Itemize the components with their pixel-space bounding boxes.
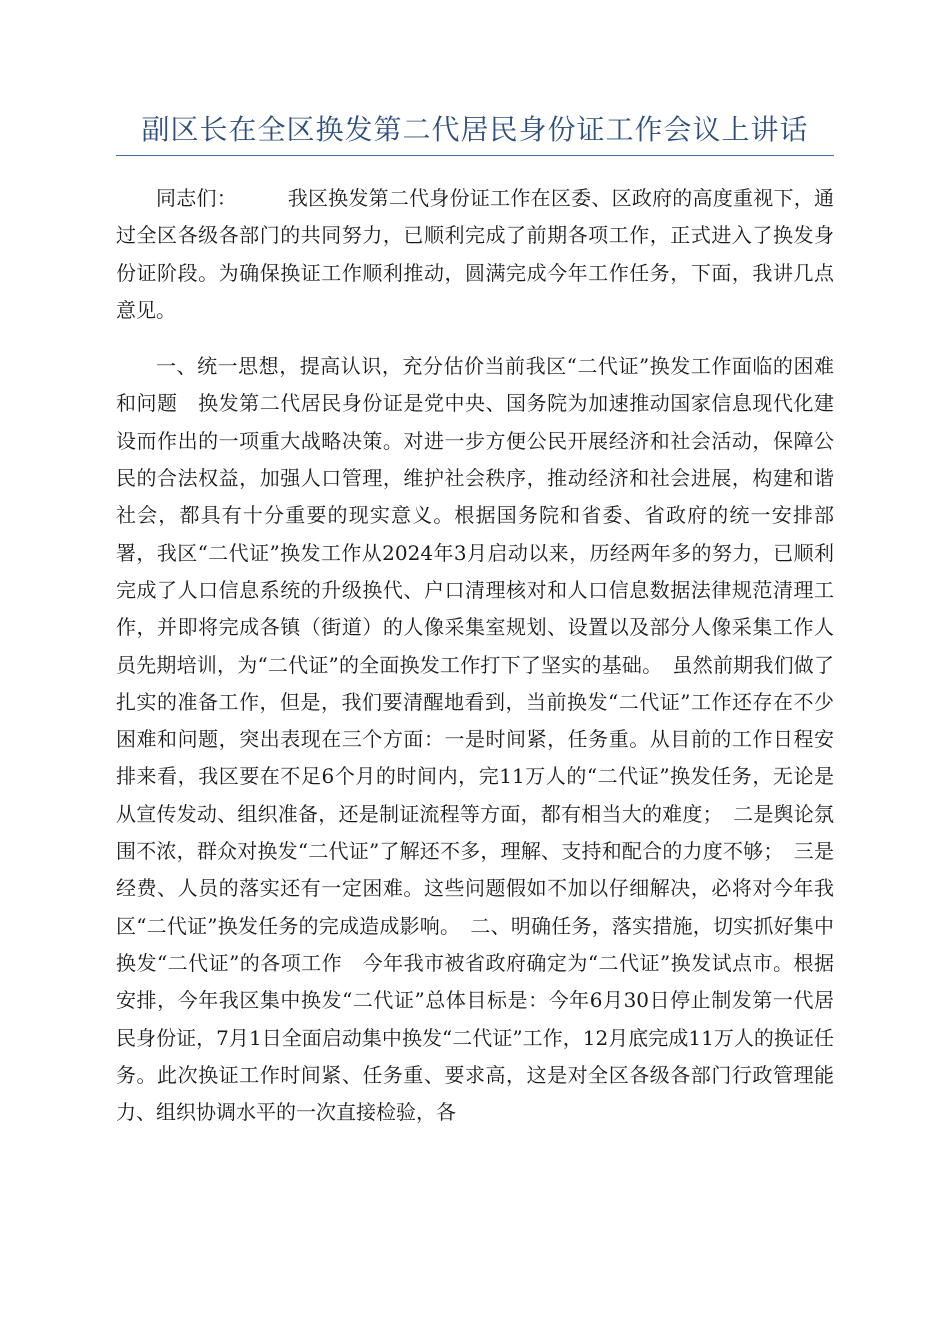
paragraph-main: 一、统一思想，提高认识，充分估价当前我区“二代证”换发工作面临的困难和问题 换发第二代居民身份证是党中央、国务院为加速推动国家信息现代化建设而作出的一项重大战略决策。对进一步方便公民开展经济和社会活动，保障公民的合法权益，加强人口管理，维护社会秩序，推动经济和社会进展，构建和谐社会，都具有十分重要的现实意义。根据国务院和省委、省政府的统一安排部署，我区“二代证”换发工作从2024年3月启动以来，历经两年多的努力，已顺利完成了人口信息系统的升级换代、户口清理核对和人口信息数据法律规范清理工作，并即将完成各镇（街道）的人像采集室规划、设置以及部分人像采集工作人员先期培训，为“二代证”的全面换发工作打下了坚实的基础。 虽然前期我们做了扎实的准备工作，但是，我们要清醒地看到，当前换发“二代证”工作还存在不少困难和问题，突出表现在三个方面：一是时间紧，任务重。从目前的工作日程安排来看，我区要在不足6个月的时间内，完11万人的“二代证”换发任务，无论是从宣传发动、组织准备，还是制证流程等方面，都有相当大的难度； 二是舆论氛围不浓，群众对换发“二代证”了解还不多，理解、支持和配合的力度不够； 三是经费、人员的落实还有一定困难。这些问题假如不加以仔细解决，必将对今年我区“二代证”换发任务的完成造成影响。 二、明确任务，落实措施，切实抓好集中换发“二代证”的各项工作 今年我市被省政府确定为“二代证”换发试点市。根据安排，今年我区集中换发“二代证”总体目标是：今年6月30日停止制发第一代居民身份证，7月1日全面启动集中换发“二代证”工作，12月底完成11万人的换证任务。此次换证工作时间紧、任务重、要求高，这是对全区各级各部门行政管理能力、组织协调水平的一次直接检验，各	[116, 354, 834, 1125]
title-underline	[116, 155, 834, 156]
document-body	[116, 180, 834, 1131]
paragraph-opening: 同志们： 我区换发第二代身份证工作在区委、区政府的高度重视下，通过全区各级各部门的共同努力，已顺利完成了前期各项工作，正式进入了换发身份证阶段。为确保换证工作顺利推动，圆满完成今年工作任务，下面，我讲几点意见。	[116, 186, 834, 322]
document-title: 副区长在全区换发第二代居民身份证工作会议上讲话	[141, 113, 809, 146]
